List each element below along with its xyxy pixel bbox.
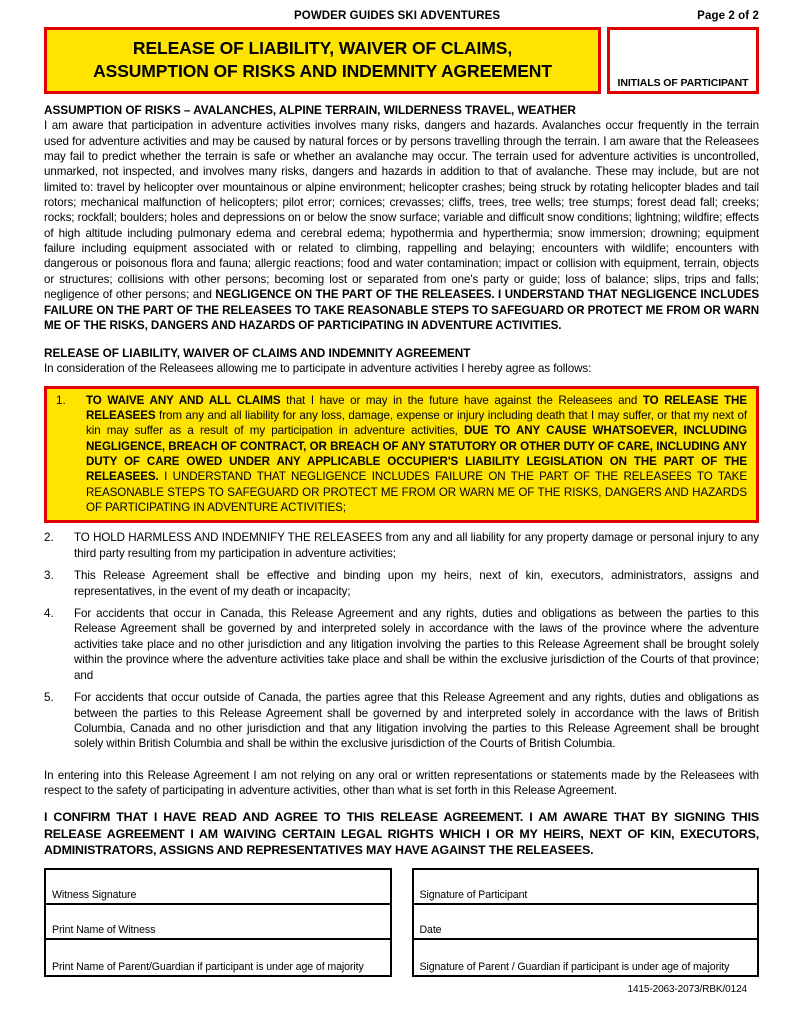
clause-text: For accidents that occur outside of Canada, the parties agree that this Release Agreement and any rights, duties and obligations as between the parties to this Release Agreement shall be governed by and interpreted solely in accordance with the laws of British Columbia, Canada and no other jurisdiction and that any litigation involving the parties to this Release Agreement shall be brought solely within British Columbia and shall be within the exclusive jurisdiction of the Courts of British Columbia. — [74, 691, 759, 751]
clause-1-highlight — [44, 386, 759, 524]
initials-of-participant-field[interactable] — [607, 27, 759, 94]
assumption-of-risks-heading: ASSUMPTION OF RISKS – AVALANCHES, ALPINE TERRAIN, WILDERNESS TRAVEL, WEATHER — [44, 103, 576, 118]
clause-text: For accidents that occur in Canada, this Release Agreement and any rights, duties and obligations as between the parties to this Release Agreement shall be governed by and interpreted solely in accordance with the laws of the province where the adventure activities take place and no other jurisdiction and any litigation involving the parties to this Release Agreement shall be brought solely within the province where the adventure activities take place and shall be within the exclusive jurisdiction of the Courts of that province; and — [74, 607, 759, 682]
confirmation-statement: I CONFIRM THAT I HAVE READ AND AGREE TO THIS RELEASE AGREEMENT. I AM AWARE THAT BY SIGNING THIS RELEASE AGREEMENT I AM WAIVING CERTAIN LEGAL RIGHTS WHICH I OR MY HEIRS, NEXT OF KIN, EXECUTORS, ADMINISTRATORS, ASSIGNS AND REPRESENTATIVES MAY HAVE AGAINST THE RELEASEES. — [44, 810, 759, 858]
parent-guardian-print-name-label: Print Name of Parent/Guardian if participant is under age of majority — [52, 960, 364, 973]
clause-1-text — [86, 393, 747, 516]
clause-item — [44, 690, 759, 752]
title-line-1: RELEASE OF LIABILITY, WAIVER OF CLAIMS, — [132, 38, 513, 58]
title-line-2: ASSUMPTION OF RISKS AND INDEMNITY AGREEMENT — [93, 61, 552, 82]
clause-number: 3. — [44, 569, 54, 583]
clause-1-normal-c: I UNDERSTAND THAT NEGLIGENCE INCLUDES FAILURE ON THE PART OF THE RELEASEES TO TAKE REASONABLE STEPS TO SAFEGUARD OR PROTECT ME FROM OR WARN ME OF THE RISKS, DANGERS AND HAZARDS OF PARTICIPATING IN ADVENTURE ACTIVITIES; — [86, 470, 747, 515]
signature-area — [44, 868, 759, 977]
title-row — [44, 27, 759, 94]
risks-text-bold: NEGLIGENCE ON THE PART OF THE RELEASEES. I UNDERSTAND THAT NEGLIGENCE INCLUDES FAILURE ON THE PART OF THE RELEASEES TO TAKE REASONABLE STEPS TO SAFEGUARD OR PROTECT ME FROM OR WARN ME OF THE RISKS, DANGERS AND HAZARDS OF PARTICIPATING IN ADVENTURE ACTIVITIES. — [44, 288, 759, 332]
clause-1-bold-a: TO WAIVE ANY AND ALL CLAIMS — [86, 393, 281, 407]
clause-number: 5. — [44, 691, 54, 705]
release-heading: RELEASE OF LIABILITY, WAIVER OF CLAIMS AND INDEMNITY AGREEMENT — [44, 346, 471, 361]
initials-label: INITIALS OF PARTICIPANT — [617, 77, 749, 90]
clause-item — [44, 568, 759, 599]
title-banner — [44, 27, 601, 94]
risks-text-normal: I am aware that participation in adventure activities involves many risks, dangers and hazards. Avalanches occur frequently in the terrain used for adventure activities and may be caused by natural forces or by persons travelling through the terrain. I am aware that the Releasees may fail to predict whether the terrain is safe or whether an avalanche may occur. The terrain used for adventure activities is uncontrolled, unmarked, not inspected, and involves many risks, dangers and hazards in addition to that of avalanche. These may include, but are not limited to: travel by helicopter over mountainous or alpine environment; helicopter crashes; being struck by rotating helicopter blades and tail rotors; mechanical malfunction of helicopters; pilot error; cornices; crevasses; cliffs, trees, tree wells; tree stumps; forest dead fall; creeks; rocks; rockfall; boulders; holes and depressions on or below the snow surface; variable and difficult snow conditions; lightning; wildfire; effects of high altitude including pulmonary edema and cerebral edema; hypothermia and hyperthermia; snow immersion; drowning; equipment failure including equipment associated with or related to climbing, rappelling and belaying; encounters with wildlife; encounters with dangerous or poisonous flora and fauna; allergic reactions; food and water contamination; impact or collision with equipment, terrain, objects or structures; collisions with other persons; becoming lost or separated from one's party or guide; loss of balance; slips, trips and falls; negligence of other persons; and — [44, 119, 759, 302]
clause-number: 4. — [44, 607, 54, 621]
date-label: Date — [419, 923, 442, 936]
clause-text: TO HOLD HARMLESS AND INDEMNIFY THE RELEASEES from any and all liability for any property damage or personal injury to any third party resulting from my participation in adventure activities; — [74, 531, 759, 560]
clause-1-bold-b: TO RELEASE THE RELEASEES — [86, 393, 747, 422]
page-number: Page 2 of 2 — [697, 10, 759, 22]
clause-1-item — [56, 393, 747, 516]
assumption-of-risks-paragraph — [44, 118, 759, 333]
date-field[interactable] — [414, 905, 758, 940]
witness-signature-label: Witness Signature — [52, 888, 137, 901]
witness-print-name-label: Print Name of Witness — [52, 923, 156, 936]
signature-column-left — [44, 868, 392, 977]
parent-guardian-print-name-field[interactable] — [46, 940, 390, 975]
participant-signature-field[interactable] — [414, 870, 758, 905]
clause-number: 2. — [44, 531, 54, 545]
clause-list — [44, 530, 759, 751]
clause-1-normal-a: that I have or may in the future have against the Releasees and — [280, 393, 643, 407]
parent-guardian-signature-label: Signature of Parent / Guardian if participant is under age of majority — [419, 960, 730, 973]
witness-print-name-field[interactable] — [46, 905, 390, 940]
running-header — [44, 10, 759, 22]
parent-guardian-signature-field[interactable] — [414, 940, 758, 975]
release-intro: In consideration of the Releasees allowing me to participate in adventure activities I hereby agree as follows: — [44, 362, 592, 376]
company-name: POWDER GUIDES SKI ADVENTURES — [294, 10, 501, 22]
clause-1-bold-c: DUE TO ANY CAUSE WHATSOEVER, INCLUDING NEGLIGENCE, BREACH OF CONTRACT, OR BREACH OF ANY STATUTORY OR OTHER DUTY OF CARE, INCLUDING ANY DUTY OF CARE OWED UNDER ANY APPLICABLE OCCUPIER'S LIABILITY LEGISLATION ON THE PART OF THE RELEASEES. — [86, 424, 748, 484]
closing-paragraph: In entering into this Release Agreement I am not relying on any oral or written representations or statements made by the Releasees with respect to the safety of participating in adventure activities, other than what is set forth in this Release Agreement. — [44, 768, 759, 798]
clause-1-normal-b: from any and all liability for any loss, damage, expense or injury including death that I may suffer, or that my next of kin may suffer as a result of my participation in adventure activities, — [86, 408, 747, 438]
clause-1-number: 1. — [56, 393, 66, 407]
clause-text: This Release Agreement shall be effective and binding upon my heirs, next of kin, executors, administrators, assigns and representatives, in the event of my death or incapacity; — [74, 569, 759, 598]
clause-item — [44, 606, 759, 683]
clause-item — [44, 530, 759, 561]
witness-signature-field[interactable] — [46, 870, 390, 905]
footer-document-code: 1415-2063-2073/RBK/0124 — [627, 983, 747, 995]
signature-column-right — [412, 868, 760, 977]
participant-signature-label: Signature of Participant — [419, 888, 528, 901]
